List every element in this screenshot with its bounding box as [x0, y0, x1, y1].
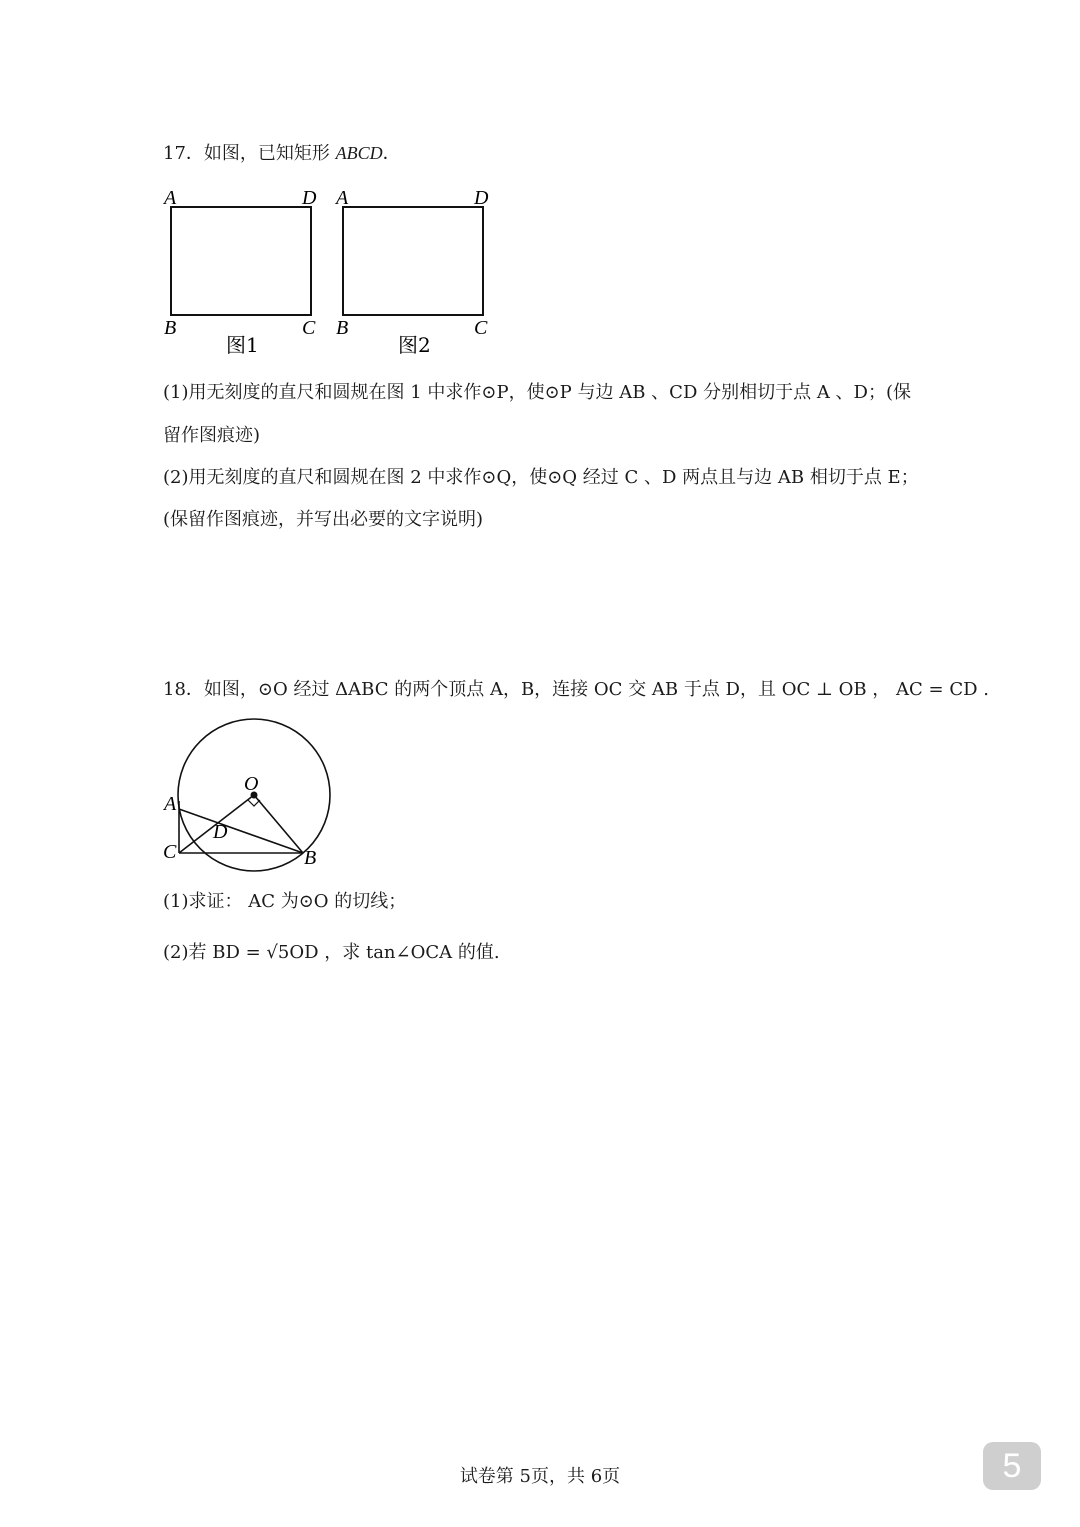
fig2-label-c: C [474, 317, 488, 339]
fig2-label-d: D [474, 187, 489, 209]
q17-part2-line2: (保留作图痕迹，并写出必要的文字说明) [163, 509, 484, 530]
label-d: D [213, 821, 228, 843]
label-b: B [304, 847, 317, 869]
fig1-label-b: B [164, 317, 177, 339]
rectangle-fig2 [343, 207, 483, 315]
fig1-label-a: A [164, 187, 177, 209]
fig2-label-b: B [336, 317, 349, 339]
q17-part1-line2: 留作图痕迹) [163, 425, 261, 446]
q17-part1-line1: (1)用无刻度的直尺和圆规在图 1 中求作⊙P，使⊙P 与边 AB 、CD 分别相切于点 A 、D；(保 [163, 382, 911, 403]
q18-part1: (1)求证： AC 为⊙O 的切线； [163, 891, 407, 912]
label-a: A [164, 793, 177, 815]
q18-part2: (2)若 BD = √5OD ，求 tan∠OCA 的值. [163, 942, 500, 963]
q18-stem: 18．如图，⊙O 经过 ΔABC 的两个顶点 A，B，连接 OC 交 AB 于点 D，且 OC ⊥ OB ， AC = CD . [163, 679, 989, 700]
q18-figure [158, 716, 338, 876]
q17-figures [160, 183, 500, 361]
sqrt5: √5 [266, 942, 290, 963]
label-c: C [163, 841, 177, 863]
rectangle-fig1 [171, 207, 311, 315]
fig2-caption: 图2 [398, 333, 431, 357]
fig1-label-d: D [302, 187, 317, 209]
fig1-caption: 图1 [226, 333, 259, 357]
fig2-label-a: A [336, 187, 349, 209]
label-o: O [244, 773, 259, 795]
q17-part2-line1: (2)用无刻度的直尺和圆规在图 2 中求作⊙Q，使⊙Q 经过 C 、D 两点且与边 AB 相切于点 E； [163, 467, 919, 488]
page-footer: 试卷第 5页，共 6页 [459, 1466, 621, 1487]
fig1-label-c: C [302, 317, 316, 339]
page-number-badge: 5 [983, 1442, 1041, 1490]
q17-stem: 17．如图，已知矩形 ABCD． [163, 143, 401, 164]
